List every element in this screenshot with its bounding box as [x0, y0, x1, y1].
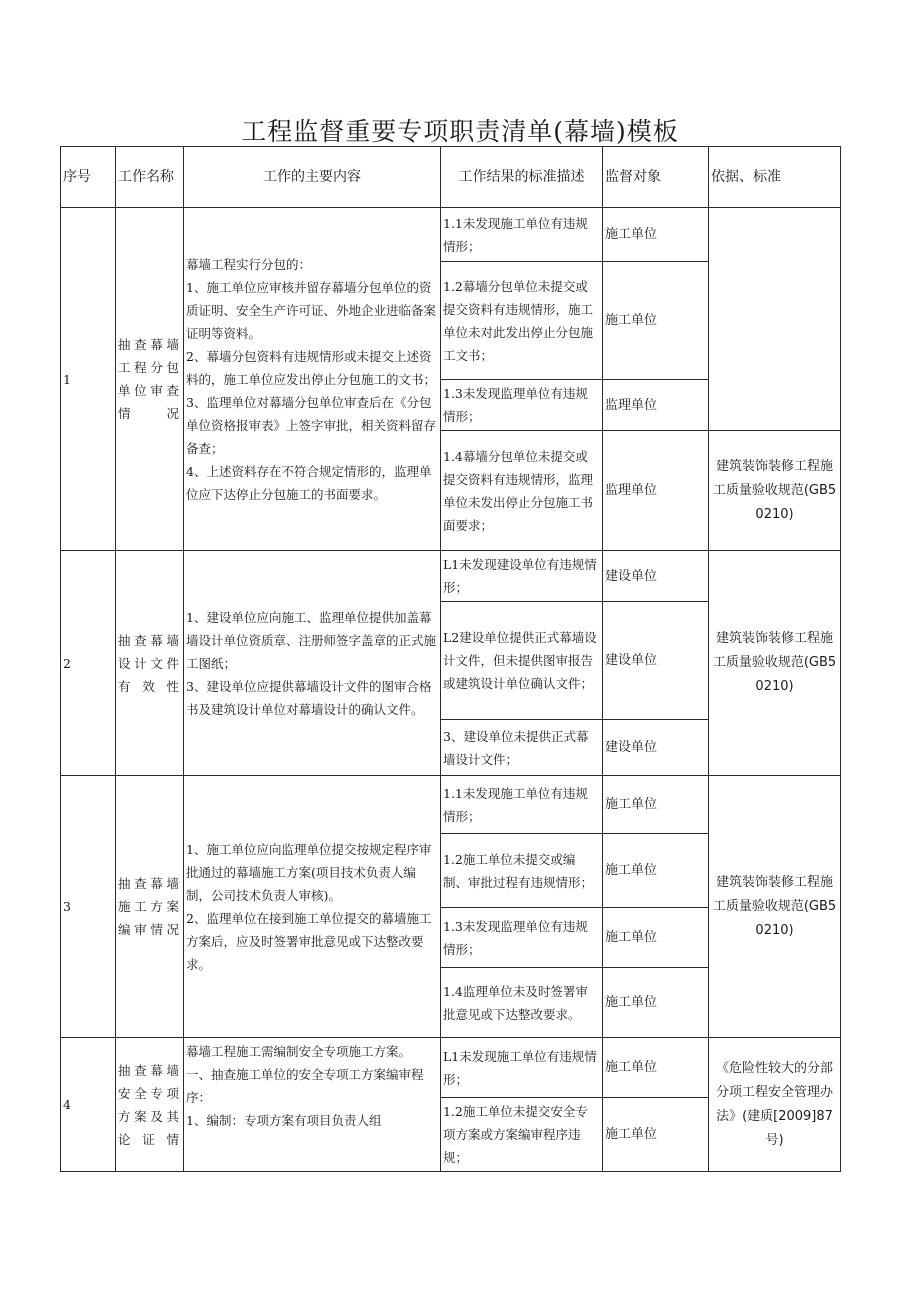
page-title: 工程监督重要专项职责清单(幕墙)模板: [241, 117, 679, 146]
row-content: [184, 208, 441, 551]
row-name: 抽查幕墙设计文件有效性: [116, 551, 184, 776]
target-cell: 建设单位: [603, 551, 709, 602]
result-cell: 1.1未发现施工单位有违规情形；: [441, 776, 603, 834]
target-cell: 监理单位: [603, 431, 709, 551]
target-cell: 建设单位: [603, 602, 709, 720]
row-content: [184, 1038, 441, 1172]
content-line: 1、施工单位应审核并留存幕墙分包单位的资质证明、安全生产许可证、外地企业进临备案证明等资料。: [186, 279, 437, 341]
header-seq: 序号: [61, 147, 116, 208]
content-line: 1、建设单位应向施工、监理单位提供加盖幕墙设计单位资质章、注册师签字盖章的正式施工图纸；: [186, 609, 437, 671]
content-line: 2、监理单位在接到施工单位提交的幕墙施工方案后，应及时签署审批意见或下达整改要求。: [186, 910, 432, 972]
duty-table: [60, 146, 841, 1172]
result-cell: 1.3未发现监理单位有违规情形；: [441, 908, 603, 968]
row-name: 抽查幕墙施工方案编审情况: [116, 776, 184, 1038]
result-cell: 1.4幕墙分包单位未提交或提交资料有违规情形，监理单位未发出停止分包施工书面要求；: [441, 431, 603, 551]
result-cell: L1未发现建设单位有违规情形；: [441, 551, 603, 602]
basis-cell: 《危险性较大的分部分项工程安全管理办法》(建质[2009]87号): [709, 1038, 841, 1172]
result-cell: 1.2施工单位未提交或编制、审批过程有违规情形；: [441, 834, 603, 908]
content-line: 幕墙工程实行分包的：: [186, 256, 312, 272]
content-line: 2、幕墙分包资料有违规情形或未提交上述资料的，施工单位应发出停止分包施工的文书；: [186, 348, 437, 387]
content-line: 1、编制：专项方案有项目负责人组: [186, 1113, 382, 1128]
target-cell: 施工单位: [603, 1098, 709, 1172]
header-content: 工作的主要内容: [184, 147, 441, 208]
result-cell: L1未发现施工单位有违规情形；: [441, 1038, 603, 1098]
target-cell: 施工单位: [603, 908, 709, 968]
result-cell: 1.2施工单位未提交安全专项方案或方案编审程序违规；: [441, 1098, 603, 1172]
target-cell: 施工单位: [603, 262, 709, 380]
row-name: 抽查幕墙工程分包单位审查情况: [116, 208, 184, 551]
row-seq: 4: [61, 1038, 116, 1172]
result-cell: 1.1未发现施工单位有违规情形；: [441, 208, 603, 262]
target-cell: 监理单位: [603, 380, 709, 431]
row-name: 抽查幕墙安全专项方案及其论证情: [116, 1038, 184, 1172]
content-line: 幕墙工程施工需编制安全专项施工方案。: [186, 1044, 412, 1059]
table-row: [61, 1038, 841, 1098]
header-basis: 依据、标准: [709, 147, 841, 208]
table-row: [61, 776, 841, 834]
row-content: [184, 551, 441, 776]
content-line: 一、抽查施工单位的安全专项工方案编审程序：: [186, 1067, 424, 1105]
content-line: 1、施工单位应向监理单位提交按规定程序审批通过的幕墙施工方案(项目技术负责人编制，公司技术负责人审核)。: [186, 841, 432, 903]
result-cell: 1.4监理单位未及时签署审批意见或下达整改要求。: [441, 968, 603, 1038]
basis-cell: 建筑装饰装修工程施工质量验收规范(GB50210): [709, 431, 841, 551]
basis-cell: 建筑装饰装修工程施工质量验收规范(GB50210): [709, 551, 841, 776]
target-cell: 施工单位: [603, 1038, 709, 1098]
header-row: [61, 147, 841, 208]
table-row: [61, 208, 841, 262]
result-cell: L2建设单位提供正式幕墙设计文件，但未提供图审报告或建筑设计单位确认文件；: [441, 602, 603, 720]
target-cell: 施工单位: [603, 208, 709, 262]
table-row: [61, 551, 841, 602]
target-cell: 建设单位: [603, 720, 709, 776]
result-cell: 1.2幕墙分包单位未提交或提交资料有违规情形，施工单位未对此发出停止分包施工文书；: [441, 262, 603, 380]
header-result: 工作结果的标准描述: [441, 147, 603, 208]
target-cell: 施工单位: [603, 834, 709, 908]
content-line: 3、监理单位对幕墙分包单位审查后在《分包单位资格报审表》上签字审批，相关资料留存备查；: [186, 394, 437, 456]
row-seq: 2: [61, 551, 116, 776]
result-cell: 1.3未发现监理单位有违规情形；: [441, 380, 603, 431]
row-content: [184, 776, 441, 1038]
target-cell: 施工单位: [603, 776, 709, 834]
basis-cell-empty: [709, 208, 841, 431]
target-cell: 施工单位: [603, 968, 709, 1038]
content-line: 3、建设单位应提供幕墙设计文件的图审合格书及建筑设计单位对幕墙设计的确认文件。: [186, 678, 432, 717]
content-line: 4、上述资料存在不符合规定情形的，监理单位应下达停止分包施工的书面要求。: [186, 463, 432, 502]
header-name: 工作名称: [116, 147, 184, 208]
result-cell: 3、建设单位未提供正式幕墙设计文件；: [441, 720, 603, 776]
basis-cell: 建筑装饰装修工程施工质量验收规范(GB50210): [709, 776, 841, 1038]
row-seq: 1: [61, 208, 116, 551]
header-target: 监督对象: [603, 147, 709, 208]
row-seq: 3: [61, 776, 116, 1038]
